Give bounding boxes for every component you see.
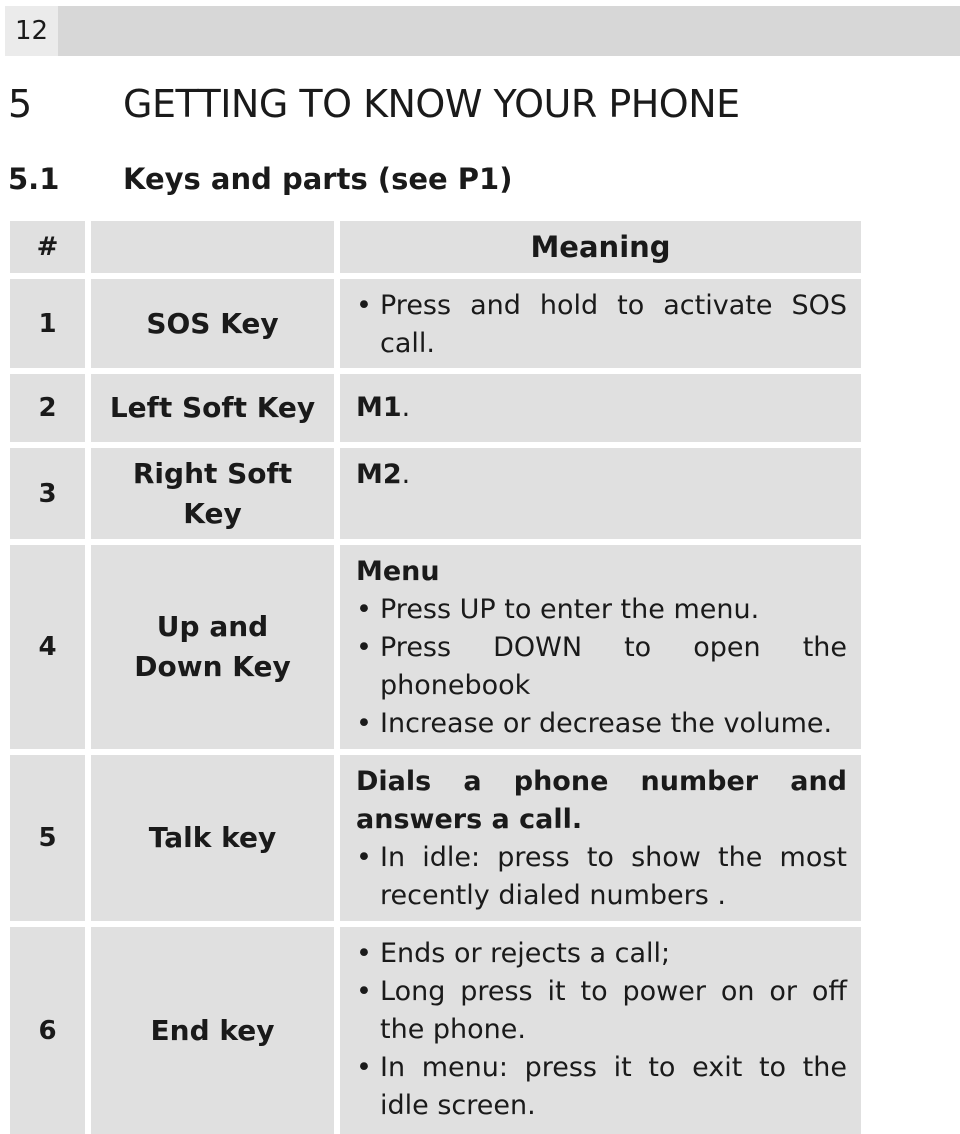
row-6-name: End key	[91, 927, 334, 1134]
row-6-bullet-1: • Ends or rejects a call;	[356, 935, 847, 973]
row-2-meaning-code: M1	[356, 392, 402, 423]
row-6-meaning	[340, 927, 861, 1134]
row-3-name: Right Soft Key	[91, 448, 334, 539]
row-3-meaning-code: M2	[356, 459, 402, 490]
row-5-name: Talk key	[91, 755, 334, 921]
row-4-name: Up and Down Key	[91, 545, 334, 749]
section-number: 5	[8, 82, 32, 126]
row-5-meaning	[340, 755, 861, 921]
row-4-meaning	[340, 545, 861, 749]
page-number: 12	[5, 6, 58, 56]
header-meaning: Meaning	[340, 221, 861, 273]
subsection-number: 5.1	[8, 162, 60, 196]
row-4-bullet-3: • Increase or decrease the volume.	[356, 705, 847, 743]
header-name	[91, 221, 334, 273]
row-1-meaning	[340, 279, 861, 368]
row-3-num: 3	[10, 448, 85, 539]
section-title: GETTING TO KNOW YOUR PHONE	[123, 82, 740, 126]
row-3-meaning-suffix: .	[401, 459, 411, 490]
row-6-bullet-2: • Long press it to power on or off the phone.	[356, 973, 847, 1049]
row-6-num: 6	[10, 927, 85, 1134]
row-2-meaning	[340, 374, 861, 442]
row-1-name: SOS Key	[91, 279, 334, 368]
row-4-num: 4	[10, 545, 85, 749]
row-4-bullet-1: • Press UP to enter the menu.	[356, 591, 847, 629]
header-num: #	[10, 221, 85, 273]
row-2-num: 2	[10, 374, 85, 442]
row-6-bullet-3: • In menu: press it to exit to the idle screen.	[356, 1049, 847, 1125]
row-1-bullet: • Press and hold to activate SOS call.	[356, 287, 847, 363]
row-4-bullet-2: • Press DOWN to open the phonebook	[356, 629, 847, 705]
row-3-meaning	[340, 448, 861, 539]
row-4-meaning-heading: Menu	[356, 556, 440, 587]
row-5-bullet-1: • In idle: press to show the most recently dialed numbers .	[356, 839, 847, 915]
row-2-name: Left Soft Key	[91, 374, 334, 442]
row-2-meaning-suffix: .	[401, 392, 411, 423]
row-1-num: 1	[10, 279, 85, 368]
row-5-meaning-heading: Dials a phone number and answers a call.	[356, 766, 847, 835]
page-header-bar	[5, 6, 960, 56]
row-5-num: 5	[10, 755, 85, 921]
subsection-title: Keys and parts (see P1)	[123, 162, 513, 196]
